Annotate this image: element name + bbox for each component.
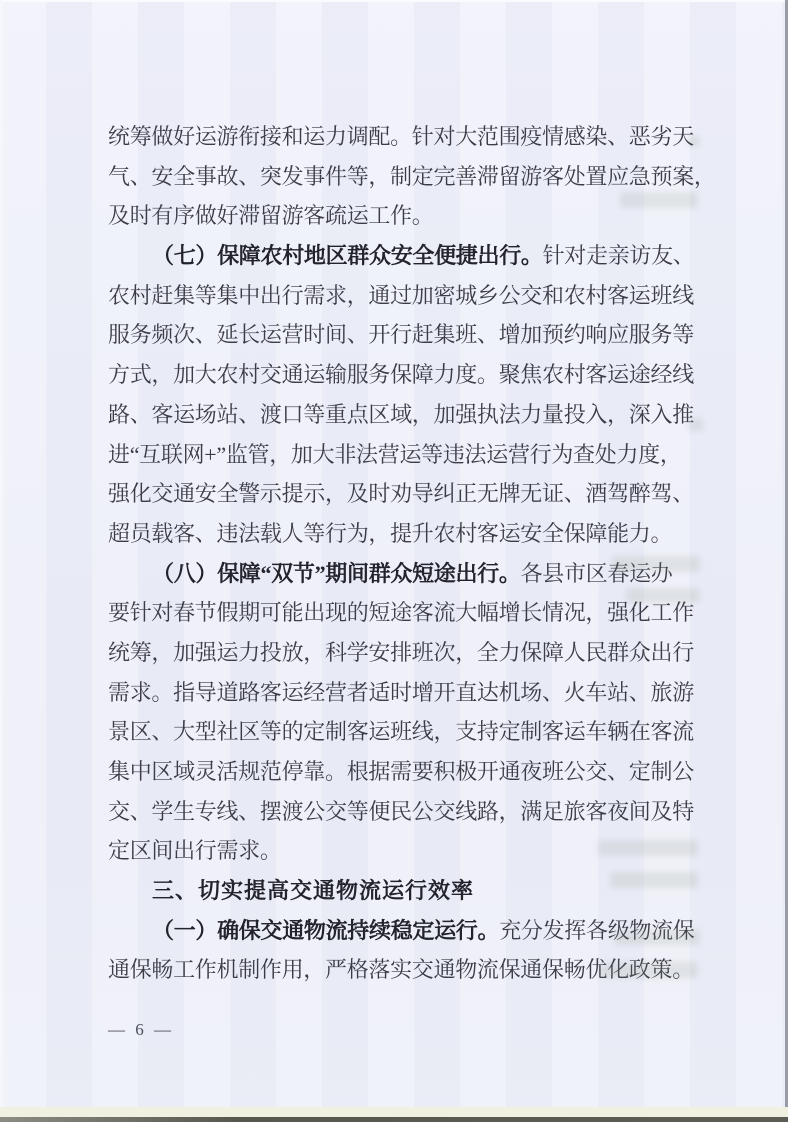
text-line [108, 395, 698, 435]
heading-segment: （八）保障“双节”期间群众短途出行。 [152, 560, 521, 586]
scan-bleed-artifact [598, 840, 698, 856]
scan-bleed-artifact [614, 930, 700, 945]
body-segment: 各县市区春运办 [520, 560, 673, 586]
text-line [108, 792, 698, 832]
body-segment: 路、客运场站、渡口等重点区域，加强执法力量投入，深入推 [108, 401, 694, 427]
body-segment: 集中区域灵活规范停靠。根据需要积极开通夜班公交、定制公 [108, 759, 694, 784]
scan-bleed-artifact [612, 556, 700, 572]
scan-edge-left [0, 0, 2, 1122]
page-number: — 6 — [108, 1020, 174, 1039]
text-line [108, 435, 698, 475]
body-segment: 农村赶集等集中出行需求，通过加密城乡公交和农村客运班线 [108, 282, 694, 308]
scan-bleed-artifact [620, 192, 698, 208]
text-line [108, 673, 698, 713]
text-line [108, 474, 698, 514]
text-line [108, 276, 698, 316]
body-segment: 及时有序做好滞留游客疏运工作。 [108, 203, 434, 229]
document-body [108, 117, 716, 990]
body-segment: 气、安全事故、突发事件等，制定完善滞留游客处置应急预案， [108, 163, 716, 189]
body-segment: 统筹做好运游衔接和运力调配。针对大范围疫情感染、恶劣天 [108, 124, 694, 149]
text-line [108, 514, 698, 554]
scan-edge-top [0, 0, 788, 2]
body-segment: 充分发挥各级物流保 [499, 917, 695, 943]
scan-bleed-artifact [688, 136, 700, 147]
body-segment: 景区、大型社区等的定制客运班线，支持定制客运车辆在客流 [108, 719, 694, 745]
scan-bleed-artifact [626, 588, 700, 603]
body-segment: 要针对春节假期可能出现的短途客流大幅增长情况，强化工作 [108, 600, 694, 626]
body-segment: 统筹，加强运力投放，科学安排班次，全力保障人民群众出行 [108, 639, 694, 665]
heading-segment: （七）保障农村地区群众安全便捷出行。 [152, 243, 543, 269]
text-line [108, 355, 698, 395]
body-segment: 超员载客、违法载人等行为，提升农村客运安全保障能力。 [108, 520, 673, 546]
text-line [108, 752, 698, 792]
text-line [108, 117, 698, 157]
body-segment: 强化交通安全警示提示，及时劝导纠正无牌无证、酒驾醉驾、 [108, 481, 694, 507]
scan-edge-bottom-dark [0, 1117, 788, 1122]
text-line [108, 157, 716, 197]
body-segment: 方式，加大农村交通运输服务保障力度。聚焦农村客运途经线 [108, 362, 694, 388]
body-segment: 针对走亲访友、 [542, 243, 695, 269]
text-line [108, 196, 698, 236]
text-line [108, 593, 698, 633]
body-segment: 通保畅工作机制作用，严格落实交通物流保通保畅优化政策。 [108, 957, 694, 983]
text-line [108, 712, 698, 752]
text-line [108, 315, 698, 355]
body-segment: 需求。指导道路客运经营者适时增开直达机场、火车站、旅游 [108, 679, 694, 705]
text-line [108, 633, 698, 673]
scan-bleed-artifact [600, 962, 698, 978]
scan-bleed-artifact [688, 418, 703, 431]
body-segment: 定区间出行需求。 [108, 838, 282, 864]
scan-bleed-artifact [610, 872, 698, 888]
scan-edge-bottom-cream [0, 1107, 788, 1117]
body-segment: 进“互联网+”监管，加大非法营运等违法运营行为查处力度， [108, 441, 682, 467]
body-segment: 服务频次、延长运营时间、开行赶集班、增加预约响应服务等 [108, 322, 694, 348]
body-segment: 交、学生专线、摆渡公交等便民公交线路，满足旅客夜间及特 [108, 798, 694, 824]
text-line [108, 236, 698, 276]
heading-segment: 三、切实提高交通物流运行效率 [152, 879, 475, 905]
text-line [108, 554, 698, 594]
heading-segment: （一）确保交通物流持续稳定运行。 [152, 917, 500, 943]
text-line [108, 911, 698, 951]
